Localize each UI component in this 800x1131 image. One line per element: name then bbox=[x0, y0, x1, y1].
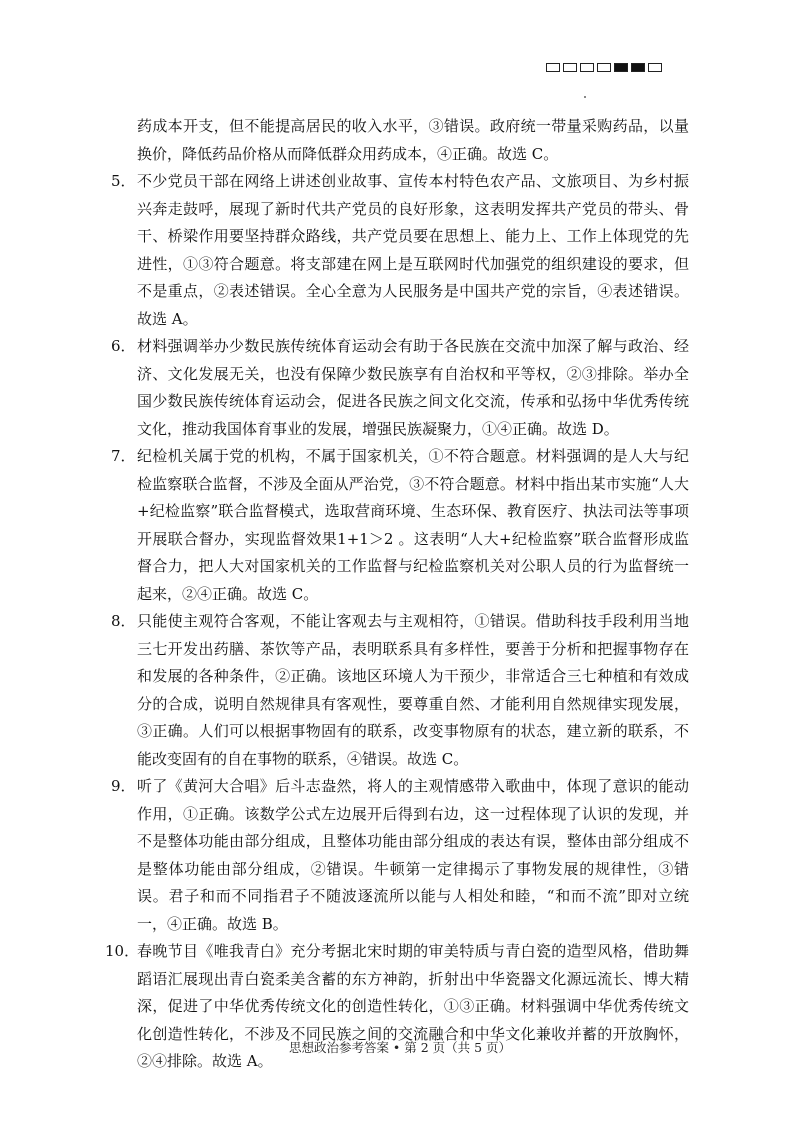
answer-text: 春晚节目《唯我青白》充分考据北宋时期的审美特质与青白瓷的造型风格，借助舞蹈语汇展现出青白瓷柔美含蓄的东方神韵，折射出中华瓷器文化源远流长、博大精深，促进了中华优秀传统文化的创造性转化，①③正确。材料强调中华优秀传统文化创造性转化，不涉及不同民族之间的交流融合和中华文化兼收并蓄的开放胸怀，②④排除。故选 A。 bbox=[137, 942, 689, 1070]
answer-content bbox=[105, 113, 689, 1076]
answer-item-9 bbox=[111, 773, 689, 938]
page-position-marks bbox=[546, 63, 662, 72]
page-mark-1 bbox=[546, 63, 560, 72]
page-mark-7 bbox=[648, 63, 662, 72]
answer-text: 听了《黄河大合唱》后斗志盎然，将人的主观情感带入歌曲中，体现了意识的能动作用，①正确。该数学公式左边展开后得到右边，这一过程体现了认识的发现，并不是整体功能由部分组成，且整体功能由部分组成的表达有误，整体由部分组成不是整体功能由部分组成，②错误。牛顿第一定律揭示了事物发展的规律性，③错误。君子和而不同指君子不随波逐流所以能与人相处和睦，“和而不流”即对立统一，④正确。故选 B。 bbox=[137, 777, 689, 933]
answer-item-5 bbox=[111, 168, 689, 333]
answer-number: 10． bbox=[105, 942, 140, 960]
page-mark-6 bbox=[631, 63, 645, 72]
answer-text: 不少党员干部在网络上讲述创业故事、宣传本村特色农产品、文旅项目、为乡村振兴奔走鼓呼，展现了新时代共产党员的良好形象，这表明发挥共产党员的带头、骨干、桥梁作用要坚持群众路线，共产党员要在思想上、能力上、工作上体现党的先进性，①③符合题意。将支部建在网上是互联网时代加强党的组织建设的要求，但不是重点，②表述错误。全心全意为人民服务是中国共产党的宗旨，④表述错误。故选 A。 bbox=[137, 172, 689, 328]
answer-item-8 bbox=[111, 608, 689, 773]
answer-number: 6． bbox=[111, 337, 136, 355]
answer-text: 只能使主观符合客观，不能让客观去与主观相符，①错误。借助科技手段利用当地三七开发出药膳、茶饮等产品，表明联系具有多样性，要善于分析和把握事物存在和发展的各种条件，②正确。该地区环境人为干预少，非常适合三七种植和有效成分的合成，说明自然规律具有客观性，要尊重自然、才能利用自然规律实现发展，③正确。人们可以根据事物固有的联系，改变事物原有的状态，建立新的联系，不能改变固有的自在事物的联系，④错误。故选 C。 bbox=[137, 612, 689, 768]
page-mark-5 bbox=[614, 63, 628, 72]
page-footer: 思想政治参考答案 • 第 2 页（共 5 页） bbox=[288, 1040, 512, 1055]
answer-number: 5． bbox=[111, 172, 136, 190]
answer-item-6 bbox=[111, 333, 689, 443]
answer-text: 纪检机关属于党的机构，不属于国家机关，①不符合题意。材料强调的是人大与纪检监察联合监督，不涉及全面从严治党，③不符合题意。材料中指出某市实施“人大+纪检监察”联合监督模式，选取营商环境、生态环保、教育医疗、执法司法等事项开展联合督办，实现监督效果1+1＞2 。这表明“人大+纪检监察”联合监督形成监督合力，把人大对国家机关的工作监督与纪检监察机关对公职人员的行为监督统一起来，②④正确。故选 C。 bbox=[137, 447, 689, 603]
answer-number: 9． bbox=[111, 777, 136, 795]
page-mark-2 bbox=[563, 63, 577, 72]
answer-number: 7． bbox=[111, 447, 136, 465]
stray-dot bbox=[584, 96, 586, 98]
page-mark-3 bbox=[580, 63, 594, 72]
answer-number: 8． bbox=[111, 612, 136, 630]
page-mark-4 bbox=[597, 63, 611, 72]
answer-item-7 bbox=[111, 443, 689, 608]
answer-text: 材料强调举办少数民族传统体育运动会有助于各民族在交流中加深了解与政治、经济、文化发展无关，也没有保障少数民族享有自治权和平等权，②③排除。举办全国少数民族传统体育运动会，促进各民族之间文化交流，传承和弘扬中华优秀传统文化，推动我国体育事业的发展，增强民族凝聚力，①④正确。故选 D。 bbox=[137, 337, 689, 438]
continuation-paragraph: 药成本开支，但不能提高居民的收入水平，③错误。政府统一带量采购药品，以量换价，降低药品价格从而降低群众用药成本，④正确。故选 C。 bbox=[137, 117, 689, 163]
